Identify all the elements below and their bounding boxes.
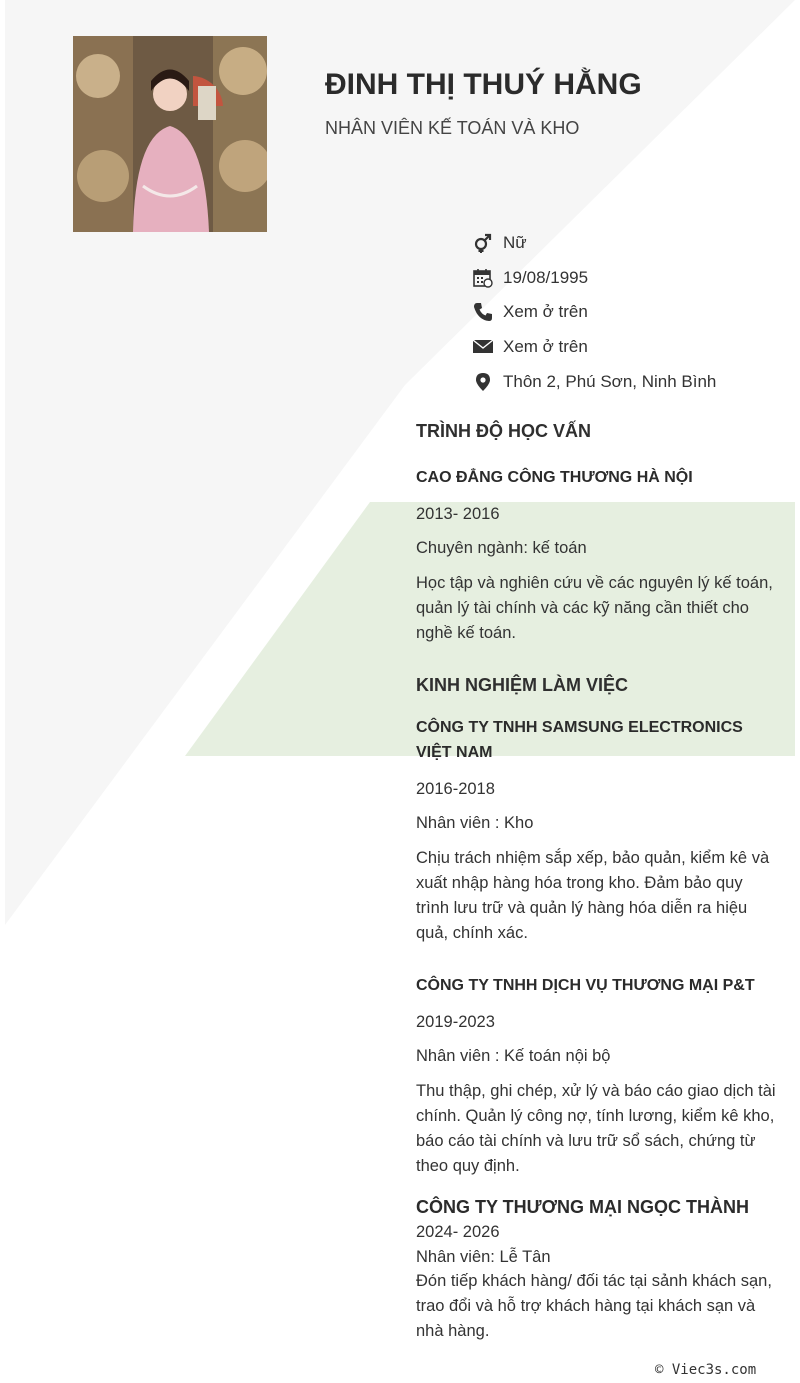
education-description: Học tập và nghiên cứu về các nguyên lý kế toán, quản lý tài chính và các kỹ năng cần thiết cho nghề kế toán.: [416, 574, 773, 642]
profile-photo: [73, 36, 267, 232]
info-birthday-text: 19/08/1995: [503, 268, 589, 287]
education-heading: TRÌNH ĐỘ HỌC VẤN: [416, 421, 591, 441]
job-position: Nhân viên: Lễ Tân: [416, 1248, 551, 1266]
job-company: CÔNG TY THƯƠNG MẠI NGỌC THÀNH: [416, 1197, 749, 1217]
job-description: Đón tiếp khách hàng/ đối tác tại sảnh khách sạn, trao đổi và hỗ trợ khách hàng tại khách sạn và nhà hàng.: [416, 1272, 772, 1340]
candidate-name: ĐINH THỊ THUÝ HẰNG: [325, 68, 642, 101]
job-period: 2016-2018: [416, 780, 495, 798]
job-period: 2024- 2026: [416, 1223, 500, 1241]
education-period: 2013- 2016: [416, 505, 500, 523]
gender-icon: [473, 233, 493, 253]
education-school: CAO ĐẲNG CÔNG THƯƠNG HÀ NỘI: [416, 469, 693, 486]
info-address-text: Thôn 2, Phú Sơn, Ninh Bình: [503, 372, 717, 391]
job-period: 2019-2023: [416, 1013, 495, 1031]
job-description: Thu thập, ghi chép, xử lý và báo cáo giao dịch tài chính. Quản lý công nợ, tính lương, kiểm kê kho, báo cáo tài chính và lưu trữ sổ sách, chứng từ theo quy định.: [416, 1082, 776, 1175]
job-description: Chịu trách nhiệm sắp xếp, bảo quản, kiểm kê và xuất nhập hàng hóa trong kho. Đảm bảo quy trình lưu trữ và quản lý hàng hóa diễn ra hiệu quả, chính xác.: [416, 849, 770, 942]
education-major: Chuyên ngành: kế toán: [416, 539, 587, 557]
email-icon: [473, 337, 493, 357]
job-position: Nhân viên : Kế toán nội bộ: [416, 1047, 611, 1065]
job-company: CÔNG TY TNHH DỊCH VỤ THƯƠNG MẠI P&T: [416, 977, 755, 994]
info-gender-text: Nữ: [503, 233, 527, 252]
experience-heading: KINH NGHIỆM LÀM VIỆC: [416, 675, 629, 695]
location-pin-icon: [473, 372, 493, 392]
job-title: NHÂN VIÊN KẾ TOÁN VÀ KHO: [325, 118, 580, 138]
footer-copyright: © Viec3s.com: [655, 1362, 757, 1378]
info-phone-text: Xem ở trên: [503, 302, 588, 321]
job-position: Nhân viên : Kho: [416, 814, 534, 832]
info-email-text: Xem ở trên: [503, 337, 588, 356]
calendar-icon: [473, 268, 493, 288]
job-company: CÔNG TY TNHH SAMSUNG ELECTRONICS VIỆT NAM: [416, 719, 743, 761]
phone-icon: [473, 302, 493, 322]
